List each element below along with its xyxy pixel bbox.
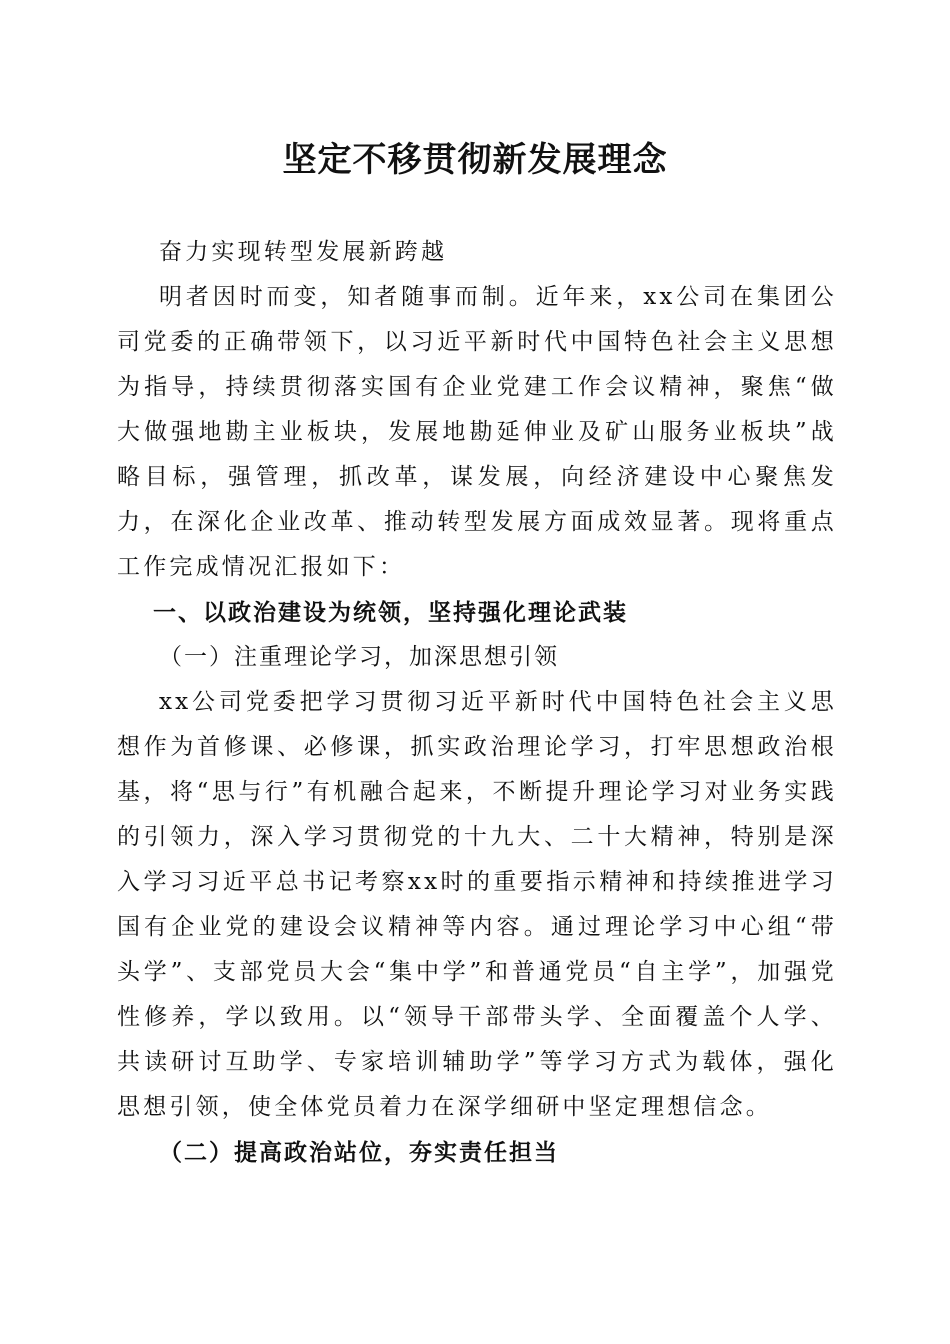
section-heading-1: 一、以政治建设为统领，坚持强化理论武装	[153, 599, 628, 626]
intro-paragraph: 明者因时而变，知者随事而制。近年来，xx公司在集团公司党委的正确带领下，以习近平新时代中国特色社会主义思想为指导，持续贯彻落实国有企业党建工作会议精神，聚焦“做大做强地勘主业板块，发展地勘延伸业及矿山服务业板块”战略目标，强管理，抓改革，谋发展，向经济建设中心聚焦发力，在深化企业改革、推动转型发展方面成效显著。现将重点工作完成情况汇报如下：	[117, 284, 837, 580]
subsection-heading-2: （二）提高政治站位，夯实责任担当	[159, 1139, 559, 1166]
subsection-1-paragraph: xx公司党委把学习贯彻习近平新时代中国特色社会主义思想作为首修课、必修课，抓实政治理论学习，打牢思想政治根基，将“思与行”有机融合起来，不断提升理论学习对业务实践的引领力，深入学习贯彻党的十九大、二十大精神，特别是深入学习习近平总书记考察xx时的重要指示精神和持续推进学习国有企业党的建设会议精神等内容。通过理论学习中心组“带头学”、支部党员大会“集中学”和普通党员“自主学”，加强党性修养，学以致用。以“领导干部带头学、全面覆盖个人学、共读研讨互助学、专家培训辅助学”等学习方式为载体，强化思想引领，使全体党员着力在深学细研中坚定理想信念。	[117, 689, 837, 1120]
document-body	[117, 230, 837, 1175]
subsection-heading-1: （一）注重理论学习，加深思想引领	[159, 644, 559, 670]
document-subtitle: 奋力实现转型发展新跨越	[159, 239, 448, 265]
document-title: 坚定不移贯彻新发展理念	[282, 140, 668, 180]
